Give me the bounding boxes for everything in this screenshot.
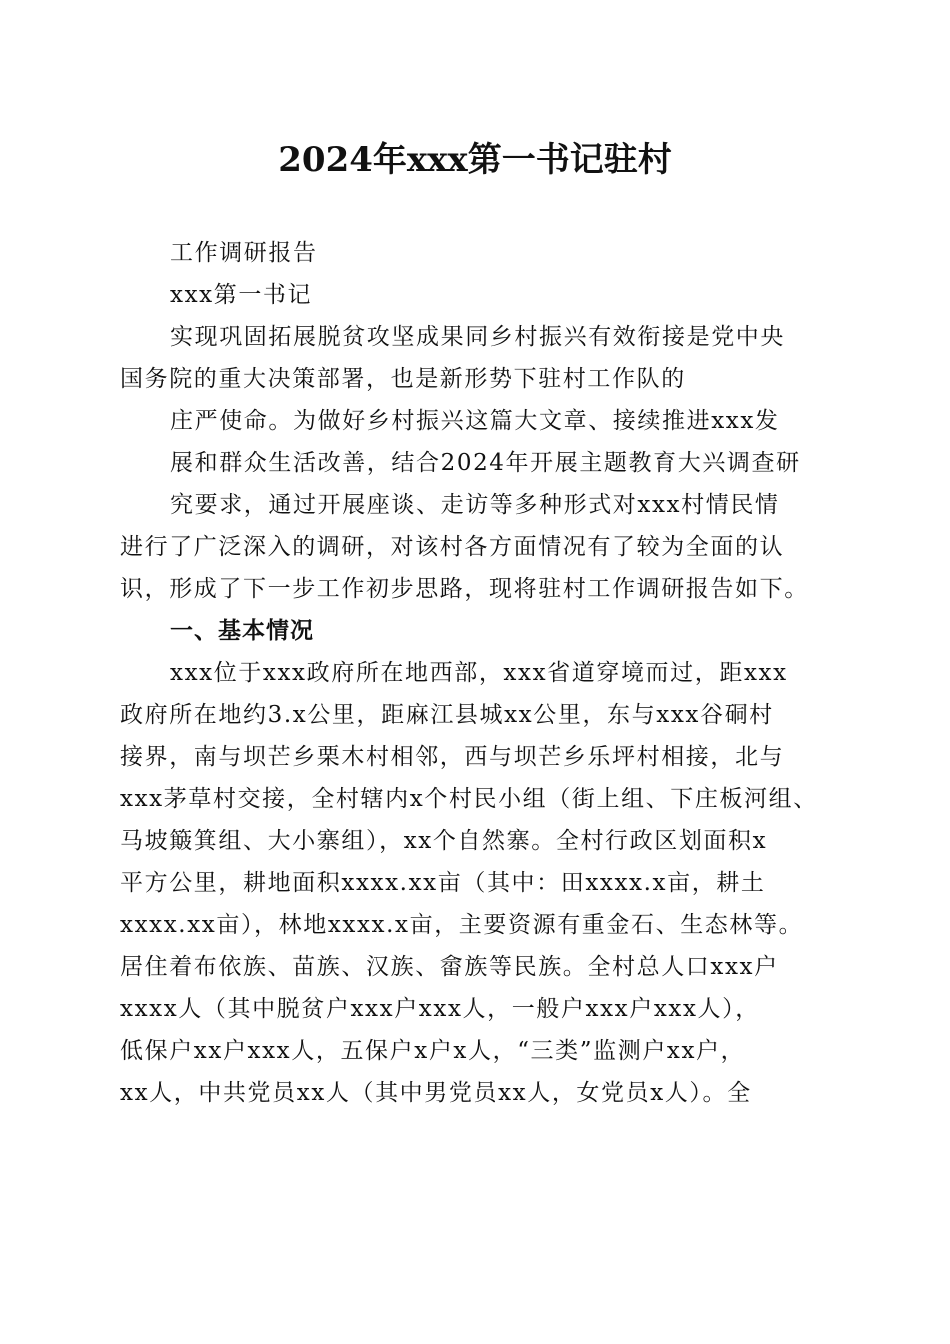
paragraph-line: 政府所在地约3.x公里，距麻江县城xx公里，东与xxx谷硐村	[120, 702, 774, 728]
paragraph-line: 实现巩固拓展脱贫攻坚成果同乡村振兴有效衔接是党中央	[170, 324, 785, 350]
subtitle-line: 工作调研报告	[170, 240, 318, 266]
paragraph-line: 国务院的重大决策部署，也是新形势下驻村工作队的	[120, 366, 686, 392]
paragraph-line: 马坡簸箕组、大小寨组），xx个自然寨。全村行政区划面积x	[120, 828, 768, 854]
paragraph-line: xxx位于xxx政府所在地西部，xxx省道穿境而过，距xxx	[170, 660, 788, 686]
document-body	[120, 232, 832, 1114]
section-heading: 一、基本情况	[170, 618, 314, 644]
paragraph-line: 平方公里，耕地面积xxxx.xx亩（其中：田xxxx.x亩，耕土	[120, 870, 766, 896]
paragraph-line: xxxx.xx亩），林地xxxx.x亩，主要资源有重金石、生态林等。	[120, 912, 804, 938]
paragraph-line: 庄严使命。为做好乡村振兴这篇大文章、接续推进xxx发	[170, 408, 780, 434]
document-title: 2024年xxx第一书记驻村	[278, 140, 672, 180]
paragraph-line: 接界，南与坝芒乡栗木村相邻，西与坝芒乡乐坪村相接，北与	[120, 744, 785, 770]
author-line: xxx第一书记	[170, 282, 313, 308]
paragraph-line: 居住着布依族、苗族、汉族、畲族等民族。全村总人口xxx户	[120, 954, 779, 980]
paragraph-line: xx人，中共党员xx人（其中男党员xx人，女党员x人）。全	[120, 1080, 752, 1106]
paragraph-line: 低保户xx户xxx人，五保户x户x人，“三类”监测户xx户，	[120, 1038, 746, 1064]
paragraph-line: 识，形成了下一步工作初步思路，现将驻村工作调研报告如下。	[120, 576, 809, 602]
paragraph-line: xxxx人（其中脱贫户xxx户xxx人，一般户xxx户xxx人），	[120, 996, 760, 1022]
paragraph-line: 究要求，通过开展座谈、走访等多种形式对xxx村情民情	[170, 492, 780, 518]
paragraph-line: xxx茅草村交接，全村辖内x个村民小组（街上组、下庄板河组、	[120, 786, 818, 812]
paragraph-line: 展和群众生活改善，结合2024年开展主题教育大兴调查研	[170, 450, 801, 476]
paragraph-line: 进行了广泛深入的调研，对该村各方面情况有了较为全面的认	[120, 534, 785, 560]
